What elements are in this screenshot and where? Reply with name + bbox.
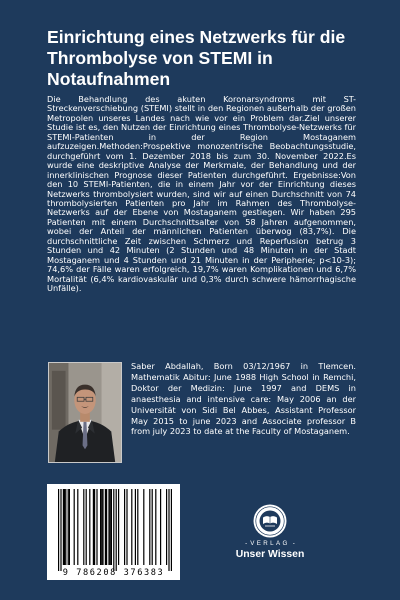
- book-blurb: Die Behandlung des akuten Koronarsyndroms mit ST-Streckenverschiebung (STEMI) stellt in den Regionen außerhalb der großen Metropolen unseres Landes nach wie vor ein Problem dar.Ziel unserer Studie ist es, den Nutzen der Einrichtung eines Thrombolyse-Netzwerks für STEMI-Patienten in der Region Mostaganem aufzuzeigen.Methoden:Prospektive monozentrische Beobachtungsstudie, durchgeführt vom 1. Dezember 2018 bis zum 30. November 2022.Es wurde eine deskriptive Analyse der Merkmale, der Behandlung und der innerklinischen Prognose dieser Patienten durchgeführt. Ergebnisse:Von den 10 STEMI-Patienten, die in einem Jahr vor der Einrichtung dieses Netzwerks thrombolysiert wurden, sind wir auf einen Durchschnitt von 74 thrombolysierten Patienten pro Jahr im Rahmen des Thrombolyse-Netzwerks auf der Ebene von Mostaganem gestiegen. Wir haben 295 Patienten mit einem Durchschnittsalter von 58 Jahren aufgenommen, wobei der Anteil der männlichen Patienten überwog (83,7%). Die durchschnittliche Zeit zwischen Schmerz und Reperfusion betrug 3 Stunden und 42 Minuten (2 Stunden und 48 Minuten in der Stadt Mostaganem und 4 Stunden und 21 Minuten in der Peripherie; p<10-3); 74,6% der Fälle waren erfolgreich, 19,7% waren Komplikationen und 6,7% Mortalität (6,4% kardiovaskulär und 0,3% durch schwere hämorrhagische Unfälle).: [47, 94, 356, 294]
- barcode-bar: [101, 489, 102, 565]
- barcode-bar: [124, 489, 125, 565]
- barcode-bar: [106, 489, 107, 565]
- barcode-bar: [94, 489, 95, 565]
- barcode-bar: [171, 489, 172, 571]
- barcode-bar: [60, 489, 61, 571]
- book-emblem-icon: [252, 503, 288, 539]
- barcode-bar: [86, 489, 87, 565]
- barcode-bar: [96, 489, 97, 565]
- barcode-bar: [63, 489, 64, 565]
- barcode-bar: [118, 489, 119, 565]
- barcode-bar: [168, 489, 169, 571]
- author-photo: [48, 362, 122, 463]
- barcode-bar: [64, 489, 65, 565]
- barcode-bar: [69, 489, 70, 565]
- barcode-bar: [131, 489, 132, 565]
- barcode-bar: [135, 489, 136, 565]
- barcode-bar: [93, 489, 94, 565]
- barcode-bar: [111, 489, 112, 565]
- barcode-bar: [108, 489, 109, 565]
- barcode-bar: [113, 489, 114, 571]
- publisher-name: Unser Wissen: [235, 549, 305, 560]
- barcode-bar: [105, 489, 106, 565]
- author-bio: Saber Abdallah, Born 03/12/1967 in Tlemcen. Mathematik Abitur: June 1988 High School in Remchi, Doktor der Medizin: June 1997 and DEMS in anaesthesia and intensive care: May 2006 an der Universität von Sidi Bel Abbes, Assistant Professor May 2015 to june 2023 and Associate professor B from july 2023 to date at the Faculty of Mostaganem.: [131, 361, 356, 437]
- isbn-number: 9 786208 376383: [62, 568, 165, 578]
- barcode-bar: [68, 489, 69, 565]
- barcode-bar: [152, 489, 153, 565]
- barcode-bar: [65, 489, 66, 565]
- book-title: Einrichtung eines Netzwerks für die Thrombolyse von STEMI in Notaufnahmen: [47, 27, 346, 89]
- barcode-bar: [160, 489, 161, 565]
- barcode-bar: [89, 489, 90, 565]
- barcode-bar: [102, 489, 103, 565]
- barcode-bar: [100, 489, 101, 565]
- barcode-bar: [126, 489, 127, 565]
- barcode-bar: [137, 489, 138, 565]
- isbn-barcode: [47, 484, 180, 580]
- barcode-bar: [83, 489, 84, 565]
- barcode-bar: [116, 489, 117, 571]
- barcode-bar: [74, 489, 75, 565]
- publisher-logo: [230, 500, 310, 564]
- publisher-verlag-label: - VERLAG -: [230, 540, 310, 547]
- barcode-bar: [58, 489, 59, 571]
- barcode-bar: [77, 489, 78, 565]
- barcode-bar: [149, 489, 150, 565]
- barcode-bar: [166, 489, 167, 565]
- barcode-bar: [110, 489, 111, 565]
- barcode-bars: [47, 484, 180, 580]
- barcode-bar: [155, 489, 156, 565]
- barcode-bar: [143, 489, 144, 565]
